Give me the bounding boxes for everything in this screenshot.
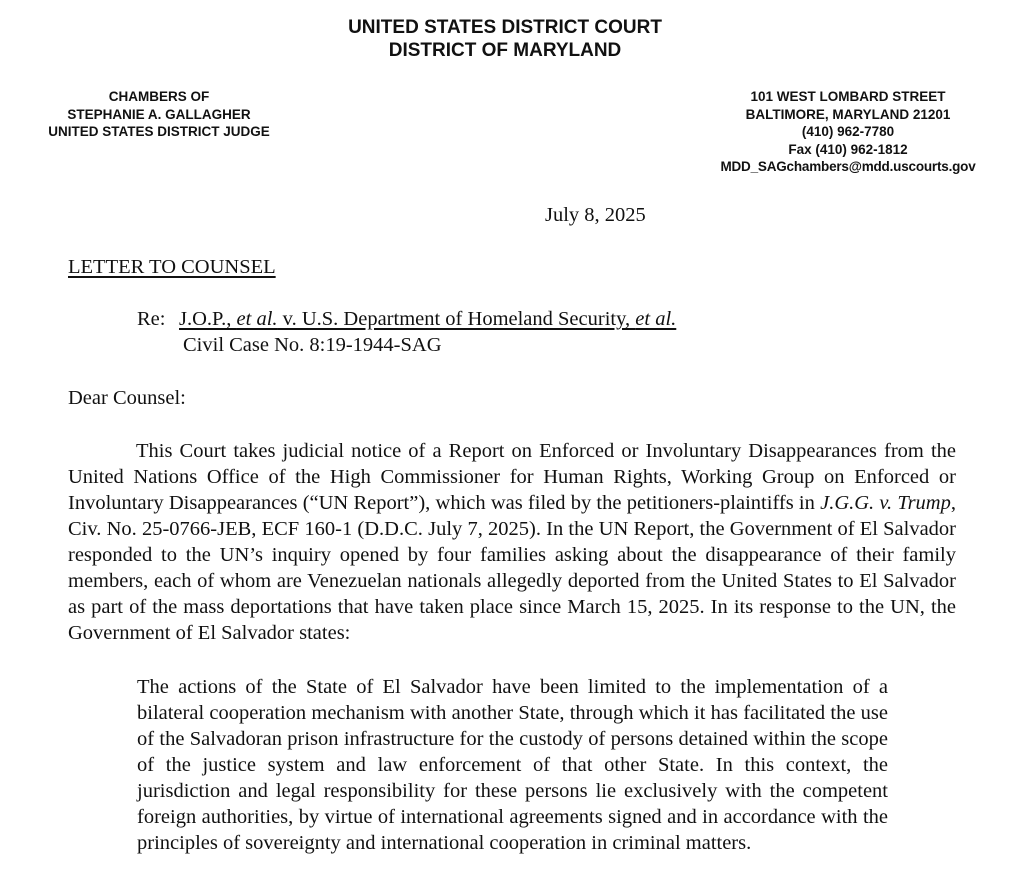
- case-name-etal1: et al.: [236, 308, 278, 330]
- salutation: Dear Counsel:: [68, 387, 186, 409]
- street-address: 101 WEST LOMBARD STREET: [750, 89, 946, 104]
- judge-name: STEPHANIE A. GALLAGHER: [67, 106, 251, 122]
- chambers-label: CHAMBERS OF: [108, 89, 210, 104]
- paragraph-text-part1: This Court takes judicial notice of a Report on Enforced or Involuntary Disappearances from the United Nations Office of the High Commissioner for Human Rights, Working Group on Enforced or Involuntary Disappearances (“UN Report”), which was filed by the petitioners-plaintiffs in: [68, 440, 956, 514]
- case-caption: [179, 308, 676, 330]
- re-label: Re:: [137, 308, 166, 330]
- chambers-block: [28, 88, 290, 141]
- court-name: UNITED STATES DISTRICT COURT: [348, 17, 662, 38]
- re-line: [137, 306, 676, 332]
- case-name-etal2: et al.: [635, 308, 677, 330]
- civil-case-number: Civil Case No. 8:19-1944-SAG: [183, 334, 442, 356]
- case-name-part1: J.O.P.,: [179, 308, 237, 330]
- court-district: DISTRICT OF MARYLAND: [388, 40, 622, 61]
- case-name-part2: v. U.S. Department of Homeland Security,: [277, 308, 636, 330]
- block-quote: The actions of the State of El Salvador have been limited to the implementation of a bilateral cooperation mechanism with another State, through which it has facilitated the use of the Salvadoran prison infrastructure for the custody of persons detained within the scope of the justice system and law enforcement of that other State. In this context, the jurisdiction and legal responsibility for these persons lie exclusively with the competent foreign authorities, by virtue of international agreements signed and in accordance with the principles of sovereignty and international cooperation in criminal matters.: [137, 676, 888, 854]
- body-paragraph: [68, 438, 956, 646]
- fax-number: Fax (410) 962-1812: [788, 141, 908, 157]
- phone-number: (410) 962-7780: [801, 124, 895, 139]
- address-block: [690, 88, 1006, 176]
- email-address: MDD_SAGchambers@mdd.uscourts.gov: [720, 159, 976, 174]
- court-header: [0, 16, 1010, 62]
- cited-case-name: J.G.G. v. Trump: [820, 492, 951, 514]
- letter-title: LETTER TO COUNSEL: [68, 256, 276, 278]
- letter-date: July 8, 2025: [545, 204, 646, 226]
- paragraph-text-part2: , Civ. No. 25-0766-JEB, ECF 160-1 (D.D.C. July 7, 2025). In the UN Report, the Government of El Salvador responded to the UN’s inquiry opened by four families asking about the disappearance of their family members, each of whom are Venezuelan nationals allegedly deported from the United States to El Salvador as part of the mass deportations that have taken place since March 15, 2025. In its response to the UN, the Government of El Salvador states:: [68, 492, 956, 644]
- judge-title: UNITED STATES DISTRICT JUDGE: [48, 124, 270, 139]
- city-state-zip: BALTIMORE, MARYLAND 21201: [745, 106, 951, 122]
- re-block: [137, 306, 676, 358]
